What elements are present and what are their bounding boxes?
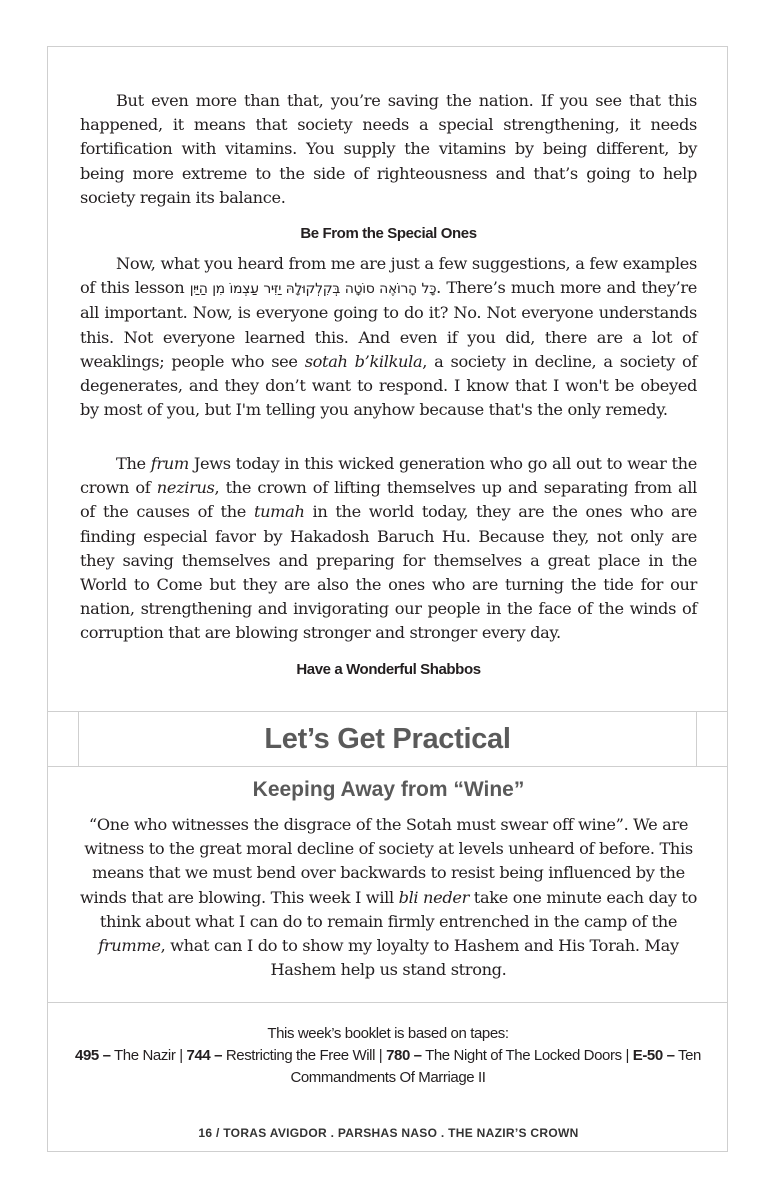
tapes-intro: This week’s booklet is based on tapes: bbox=[267, 1025, 509, 1042]
page-footer: 16 / TORAS AVIGDOR . PARSHAS NASO . THE NAZIR’S CROWN bbox=[198, 1126, 579, 1140]
paragraph-suggestions: Now, what you heard from me are just a few suggestions, a few examples of this lesson כָּל הָרוֹאֶה סוֹטָה בְּקִלְקוּלָהּ יַזִּיר עַצְמוֹ מִן הַיַּיִן. There’s much more and they’re all important. Now, is everyone going to do it? No. Not everyone understands this. Not everyone learned this. And even if you did, there are a lot of weaklings; people who see sotah b’kilkula, a society in decline, a society of degenerates, and they don’t want to respond. I know that I won't be obeyed by most of you, but I'm telling you anyhow because that's the only remedy. bbox=[80, 254, 697, 420]
practical-band bbox=[47, 711, 728, 767]
section-divider bbox=[47, 1002, 728, 1003]
tapes-items: 495 – The Nazir | 744 – Restricting the Free Will | 780 – The Night of The Locked Doors | E-50 – Ten Commandments Of Marriage II bbox=[75, 1047, 701, 1086]
paragraph-saving-nation: But even more than that, you’re saving the nation. If you see that this happened, it means that society needs a special strengthening, it needs fortification with vitamins. You supply the vitamins by being different, by being more extreme to the side of righteousness and that’s going to help society regain its balance. bbox=[80, 91, 697, 207]
closing-wish: Have a Wonderful Shabbos bbox=[296, 661, 481, 678]
paragraph-frum-jews: The frum Jews today in this wicked generation who go all out to wear the crown of nezirus, the crown of lifting themselves up and separating from all of the causes of the tumah in the world today, they are the ones who are finding especial favor by Hakadosh Baruch Hu. Because they, not only are they saving themselves and preparing for themselves a great place in the World to Come but they are also the ones who are turning the tide for our nation, strengthening and invigorating our people in the face of the winds of corruption that are blowing stronger and stronger every day. bbox=[80, 454, 697, 643]
practical-title: Let’s Get Practical bbox=[264, 722, 511, 755]
hebrew-quote: כָּל הָרוֹאֶה סוֹטָה בְּקִלְקוּלָהּ יַזִּיר עַצְמוֹ מִן הַיַּיִן bbox=[189, 281, 437, 298]
tapes-list bbox=[70, 1023, 706, 1089]
practical-text: “One who witnesses the disgrace of the Sotah must swear off wine”. We are witness to the great moral decline of society at levels unheard of before. This means that we must bend over backwards to resist being influenced by the winds that are blowing. This week I will bli neder take one minute each day to think about what I can do to remain firmly entrenched in the camp of the frumme, what can I do to show my loyalty to Hashem and His Torah. May Hashem help us stand strong. bbox=[80, 815, 697, 980]
practical-subtitle: Keeping Away from “Wine” bbox=[252, 778, 525, 801]
heading-be-from-special-ones: Be From the Special Ones bbox=[300, 225, 477, 242]
